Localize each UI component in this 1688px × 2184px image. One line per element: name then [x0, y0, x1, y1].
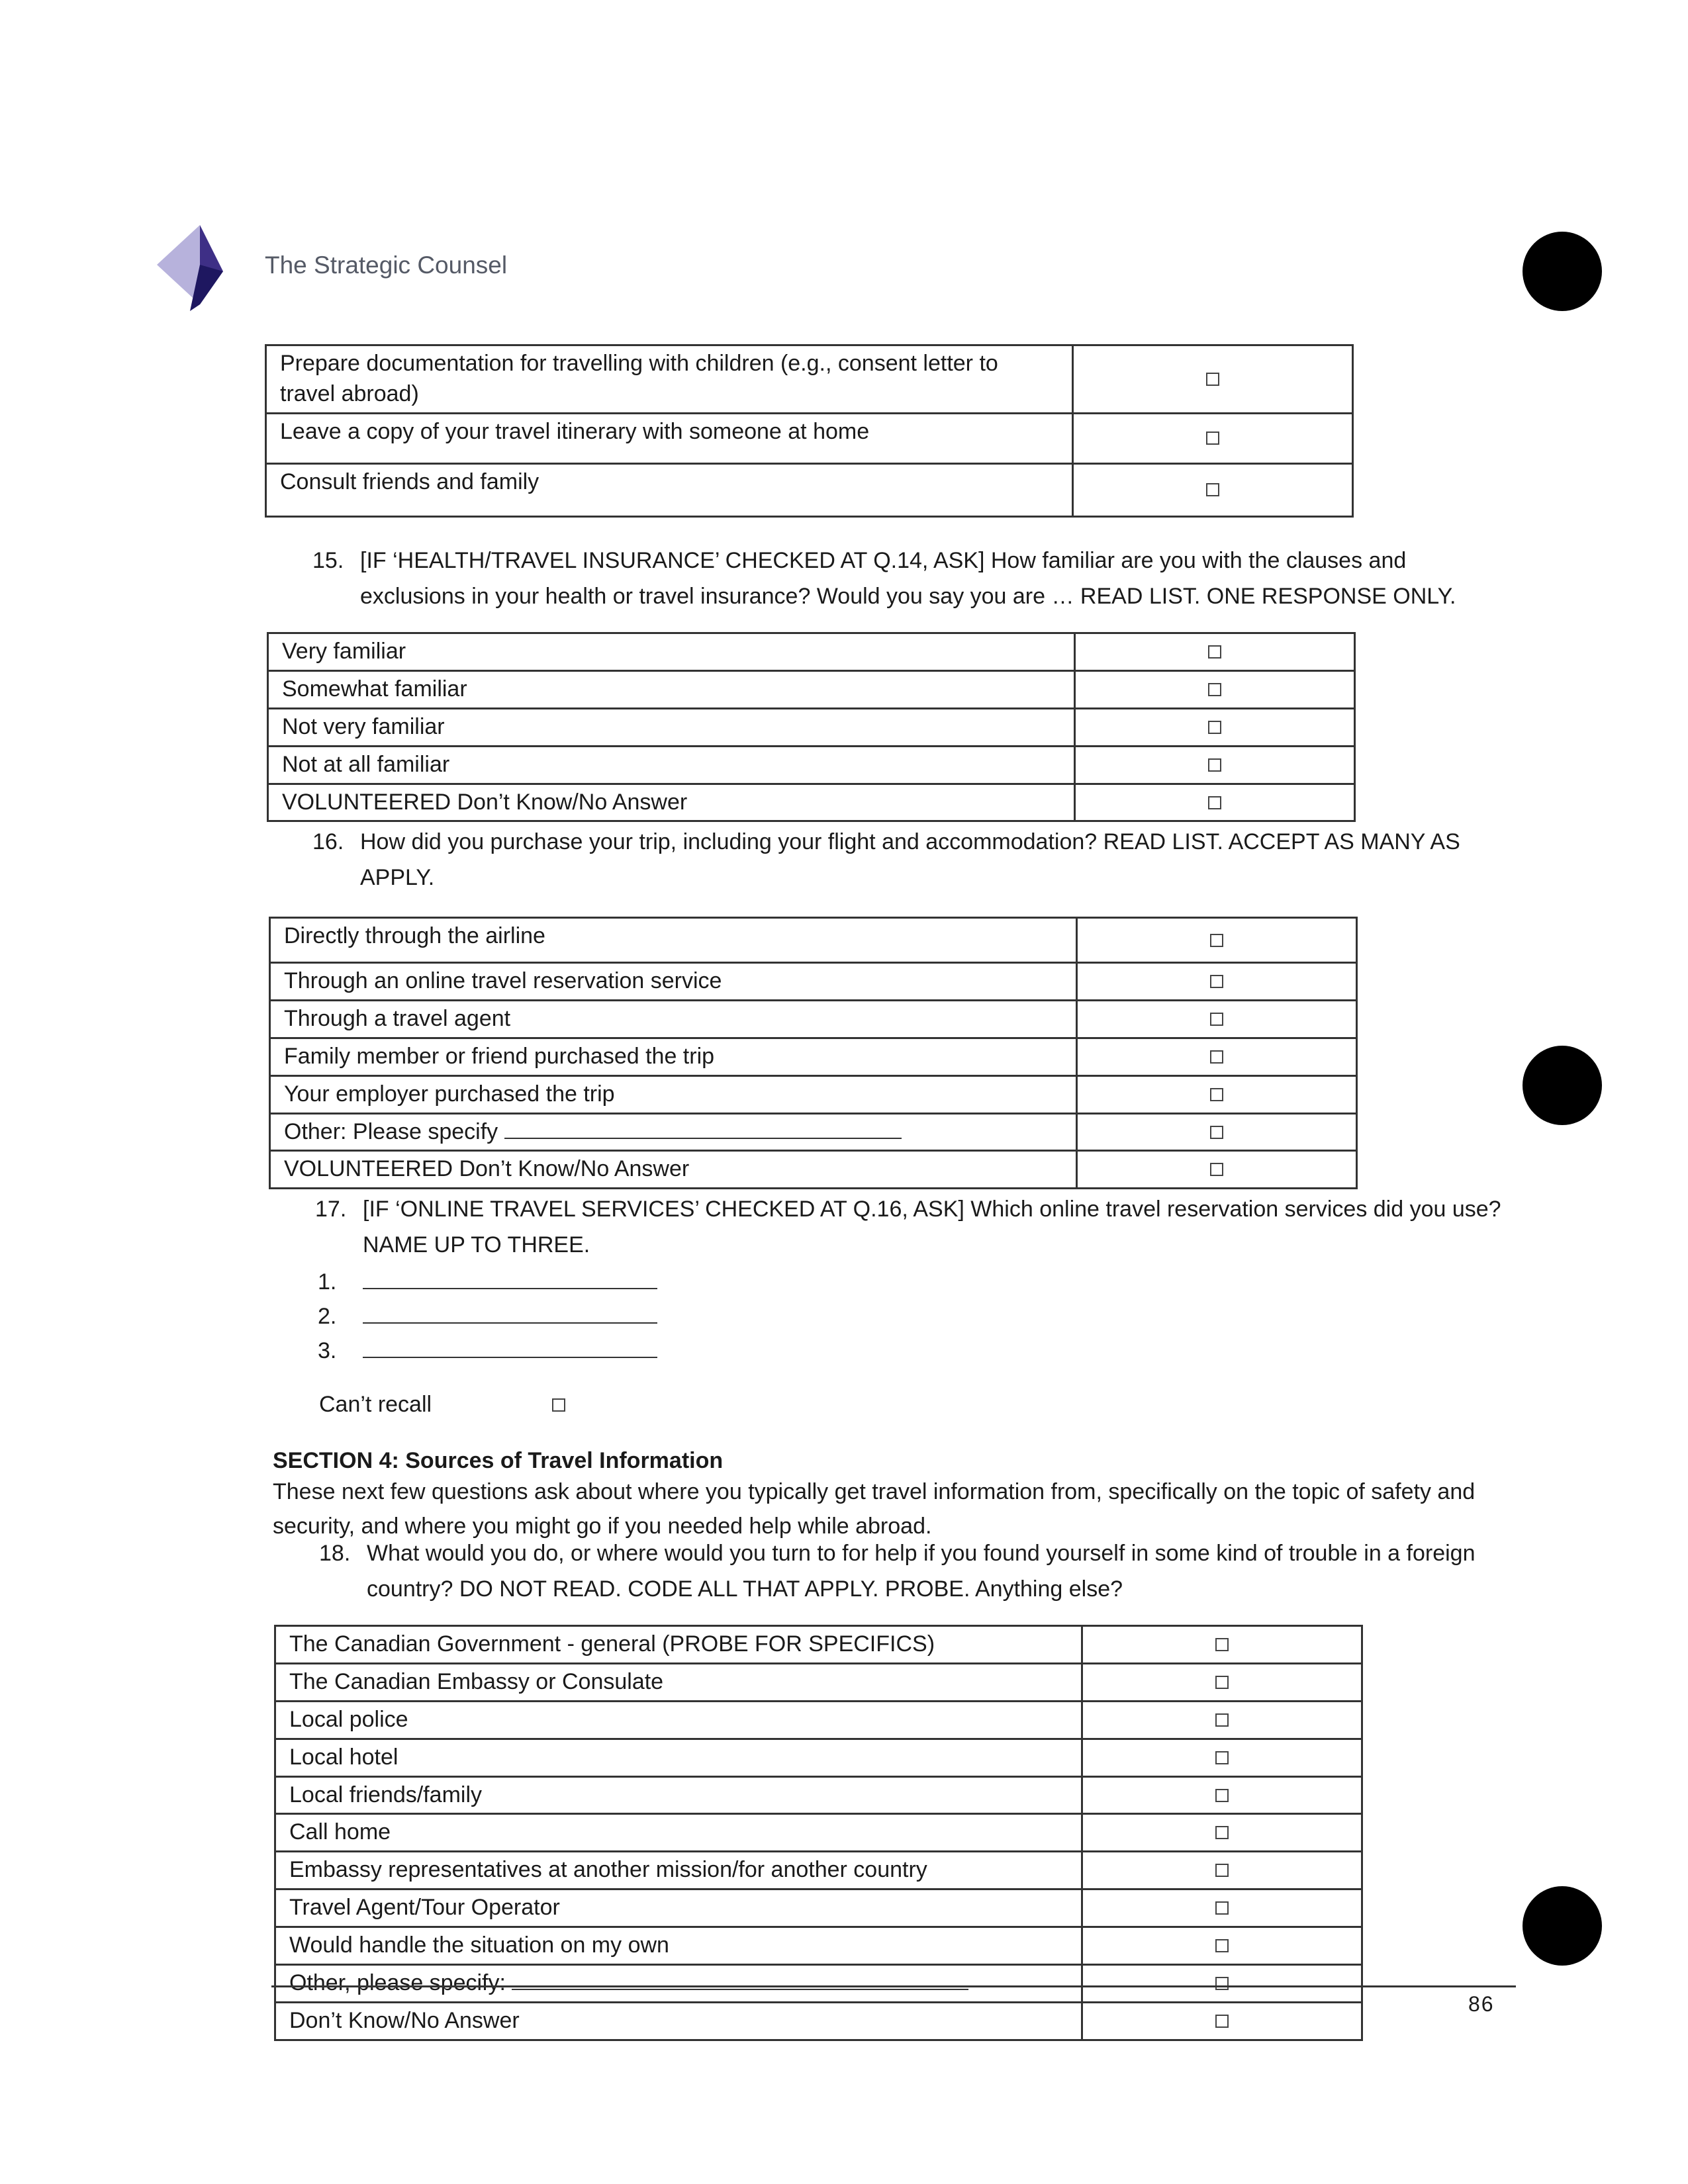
checkbox[interactable]: [1210, 934, 1223, 947]
checkbox[interactable]: [1215, 1901, 1229, 1915]
table-row: [275, 1776, 1362, 1814]
question-number: 15.: [312, 548, 344, 573]
table-row: [268, 708, 1355, 746]
option-label: Prepare documentation for travelling with children (e.g., consent letter to travel abroad): [266, 345, 1073, 414]
table-row: [275, 1626, 1362, 1664]
table-row: [270, 1113, 1357, 1151]
question-text: How did you purchase your trip, including your flight and accommodation? READ LIST. ACCEPT AS MANY AS APPLY.: [360, 829, 1460, 890]
checkbox[interactable]: [1215, 1789, 1229, 1802]
option-label: Would handle the situation on my own: [275, 1927, 1082, 1965]
answer-line-1: [318, 1264, 657, 1300]
checkbox[interactable]: [1208, 758, 1221, 772]
question-number: 17.: [315, 1197, 347, 1222]
option-label: Other, please specify:: [275, 1965, 1082, 2003]
checkbox[interactable]: [1210, 975, 1223, 988]
checkbox[interactable]: [1210, 1088, 1223, 1101]
table-row: [266, 345, 1353, 414]
checkbox[interactable]: [1208, 683, 1221, 696]
q18-options-table: [274, 1625, 1363, 2041]
option-label: Family member or friend purchased the trip: [270, 1038, 1077, 1075]
answer-blank[interactable]: [363, 1322, 657, 1324]
question-text: [IF ‘ONLINE TRAVEL SERVICES’ CHECKED AT Q.16, ASK] Which online travel reservation services did you use? NAME UP TO THREE.: [363, 1197, 1501, 1257]
table-row: [270, 1000, 1357, 1038]
line-number: 3.: [318, 1338, 337, 1363]
strategic-counsel-logo-icon: [154, 225, 246, 318]
checkbox[interactable]: [1215, 1713, 1229, 1727]
answer-line-3: [318, 1333, 657, 1369]
checkbox[interactable]: [1215, 1864, 1229, 1877]
checkbox[interactable]: [1215, 2015, 1229, 2028]
answer-line-2: [318, 1298, 657, 1334]
cant-recall-label: Can’t recall: [319, 1392, 432, 1417]
question-number: 18.: [319, 1541, 351, 1566]
question-number: 16.: [312, 829, 344, 854]
option-label: Local hotel: [275, 1739, 1082, 1776]
option-label: Somewhat familiar: [268, 670, 1075, 708]
option-label: VOLUNTEERED Don’t Know/No Answer: [268, 784, 1075, 821]
q16-options-table: [269, 917, 1358, 1189]
checkbox[interactable]: [1210, 1050, 1223, 1064]
binder-hole: [1523, 232, 1602, 311]
table-row: [266, 413, 1353, 463]
option-label: Travel Agent/Tour Operator: [275, 1889, 1082, 1927]
checkbox[interactable]: [1215, 1638, 1229, 1651]
option-label: The Canadian Embassy or Consulate: [275, 1663, 1082, 1701]
option-label: Don’t Know/No Answer: [275, 2002, 1082, 2040]
binder-hole: [1523, 1886, 1602, 1966]
option-label: Local friends/family: [275, 1776, 1082, 1814]
table-row: [266, 463, 1353, 516]
checkbox[interactable]: [1215, 1676, 1229, 1689]
option-label: Very familiar: [268, 633, 1075, 671]
option-label: Not very familiar: [268, 708, 1075, 746]
checkbox[interactable]: [1206, 373, 1219, 386]
table-row: [275, 1701, 1362, 1739]
specify-line[interactable]: [504, 1138, 902, 1139]
q15-options-table: [267, 632, 1356, 822]
option-label: Call home: [275, 1814, 1082, 1852]
question-text: What would you do, or where would you turn to for help if you found yourself in some kind of trouble in a foreign country? DO NOT READ. CODE ALL THAT APPLY. PROBE. Anything else?: [367, 1541, 1476, 1602]
checkbox[interactable]: [1215, 1939, 1229, 1952]
option-label: Other: Please specify: [270, 1113, 1077, 1151]
option-label: Leave a copy of your travel itinerary with someone at home: [266, 413, 1073, 463]
checkbox[interactable]: [1206, 483, 1219, 496]
table-row: [275, 1663, 1362, 1701]
option-label: Consult friends and family: [266, 463, 1073, 516]
binder-hole: [1523, 1046, 1602, 1125]
answer-blank[interactable]: [363, 1288, 657, 1289]
cant-recall: [319, 1387, 565, 1422]
checkbox[interactable]: [1208, 645, 1221, 659]
table-row: [275, 2002, 1362, 2040]
option-label: Through a travel agent: [270, 1000, 1077, 1038]
footer-rule: [271, 1985, 1516, 1987]
table-row: [270, 1038, 1357, 1075]
checkbox[interactable]: [1210, 1013, 1223, 1026]
option-label: Through an online travel reservation service: [270, 963, 1077, 1001]
checkbox[interactable]: [1208, 721, 1221, 734]
checkbox[interactable]: [1215, 1751, 1229, 1764]
line-number: 1.: [318, 1269, 337, 1295]
checkbox[interactable]: [1210, 1163, 1223, 1176]
option-label: Your employer purchased the trip: [270, 1075, 1077, 1113]
table-row: [275, 1739, 1362, 1776]
checkbox[interactable]: [1206, 432, 1219, 445]
section-4-title: SECTION 4: Sources of Travel Information: [273, 1448, 724, 1473]
logo-text: The Strategic Counsel: [265, 251, 508, 279]
checkbox[interactable]: [1210, 1126, 1223, 1139]
table-row: [268, 784, 1355, 821]
option-label: The Canadian Government - general (PROBE FOR SPECIFICS): [275, 1626, 1082, 1664]
line-number: 2.: [318, 1304, 337, 1329]
option-label: Local police: [275, 1701, 1082, 1739]
option-label: Embassy representatives at another mission/for another country: [275, 1852, 1082, 1889]
question-15: [312, 543, 1477, 614]
checkbox[interactable]: [1215, 1826, 1229, 1839]
specify-line[interactable]: [512, 1989, 968, 1990]
option-label: Not at all familiar: [268, 746, 1075, 784]
page-number: 86: [1468, 1992, 1495, 2016]
question-17: [315, 1191, 1507, 1263]
section-4-intro: These next few questions ask about where you typically get travel information from, specifically on the topic of safety and security, and where you might go if you needed help while abroad.: [273, 1479, 1476, 1539]
q14-continuation-table: [265, 344, 1354, 518]
checkbox[interactable]: [1208, 796, 1221, 809]
table-row: [268, 670, 1355, 708]
question-18: [319, 1535, 1504, 1607]
table-row: [270, 963, 1357, 1001]
table-row: [275, 1814, 1362, 1852]
checkbox[interactable]: [1215, 1977, 1229, 1990]
table-row: [268, 633, 1355, 671]
question-text: [IF ‘HEALTH/TRAVEL INSURANCE’ CHECKED AT Q.14, ASK] How familiar are you with the clauses and exclusions in your health or travel insurance? Would you say you are … READ LIST. ONE RESPONSE ONLY.: [360, 548, 1456, 609]
table-row: [268, 746, 1355, 784]
answer-blank[interactable]: [363, 1357, 657, 1358]
table-row: [275, 1852, 1362, 1889]
table-row: [275, 1889, 1362, 1927]
table-row: [275, 1965, 1362, 2003]
option-label: VOLUNTEERED Don’t Know/No Answer: [270, 1151, 1077, 1189]
table-row: [270, 918, 1357, 963]
option-label: Directly through the airline: [270, 918, 1077, 963]
table-row: [270, 1151, 1357, 1189]
checkbox[interactable]: [552, 1398, 565, 1412]
table-row: [275, 1927, 1362, 1965]
table-row: [270, 1075, 1357, 1113]
question-16: [312, 824, 1497, 895]
